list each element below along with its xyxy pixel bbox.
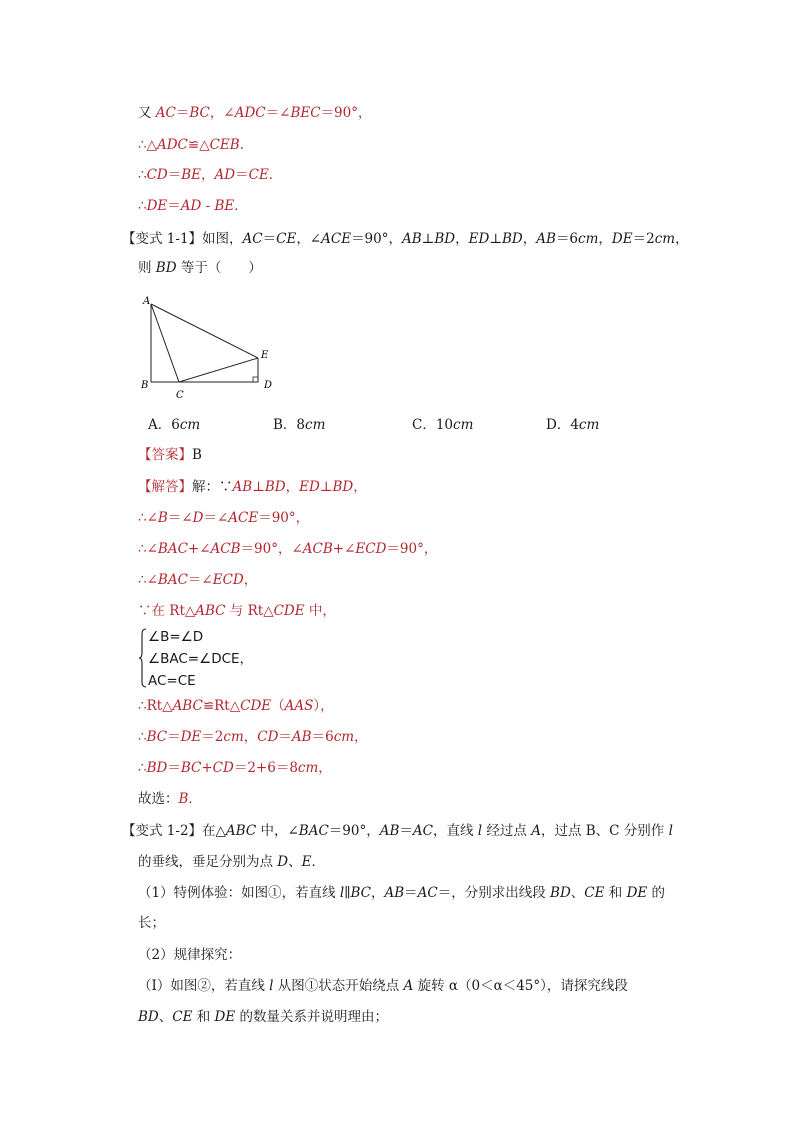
- solution-line-6: ∴Rt△ABC≌Rt△CDE（AAS），: [138, 698, 334, 714]
- option-d[interactable]: D．4cm: [546, 417, 600, 433]
- geometry-figure: [138, 290, 288, 402]
- label-b: B: [141, 380, 149, 391]
- solution-line-5: ∵在 Rt△ABC 与 Rt△CDE 中，: [138, 603, 336, 619]
- proof-line-1: 又 AC＝BC，∠ADC＝∠BEC＝90°，: [138, 105, 372, 121]
- variant-tag: 【变式 1-1】: [122, 231, 203, 247]
- system-eq-1: ∠B=∠D: [148, 629, 204, 645]
- solution-line-9: 故选：B．: [138, 791, 202, 807]
- variant-1-1-stem-2: 则 BD 等于（ ）: [138, 260, 262, 276]
- part-2-line-2: BD、CE 和 DE 的数量关系并说明理由；: [138, 1009, 389, 1025]
- option-b[interactable]: B．8cm: [273, 417, 326, 433]
- solution-tag: 【解答】: [138, 479, 192, 495]
- variant-1-1-stem: 【变式 1-1】如图，AC＝CE，∠ACE＝90°，AB⊥BD，ED⊥BD，AB＝6cm，DE＝2cm，: [122, 231, 689, 247]
- option-a[interactable]: A．6cm: [148, 417, 201, 433]
- system-eq-2: ∠BAC=∠DCE，: [148, 651, 254, 667]
- part-1-line-1: （1）特例体验：如图①，若直线 l∥BC，AB＝AC＝，分别求出线段 BD、CE 和 DE 的: [138, 885, 666, 901]
- answer-value: B: [192, 447, 202, 463]
- right-angle-marker-d: [253, 377, 258, 382]
- solution-line-1: 【解答】解：∵AB⊥BD，ED⊥BD，: [138, 479, 367, 495]
- proof-line-3: ∴CD＝BE，AD＝CE．: [138, 167, 283, 183]
- label-c: C: [176, 390, 184, 401]
- label-a: A: [143, 296, 151, 307]
- solution-line-4: ∴∠BAC＝∠ECD，: [138, 572, 258, 588]
- label-e: E: [261, 350, 269, 361]
- variant-tag: 【变式 1-2】: [122, 823, 203, 839]
- answer-tag: 【答案】: [138, 447, 192, 463]
- solution-line-7: ∴BC＝DE＝2cm，CD＝AB＝6cm，: [138, 729, 368, 745]
- answer-line: [138, 446, 202, 464]
- solution-line-2: ∴∠B＝∠D＝∠ACE＝90°，: [138, 510, 310, 526]
- system-eq-3: AC=CE: [148, 673, 196, 689]
- brace-icon: [139, 628, 147, 688]
- variant-1-2-stem-2: 的垂线，垂足分别为点 D、E．: [138, 854, 325, 870]
- proof-line-2: ∴△ADC≌△CEB．: [138, 137, 254, 153]
- variant-1-2-stem: 【变式 1-2】在△ABC 中，∠BAC＝90°，AB＝AC，直线 l 经过点 A，过点 B、C 分别作 l: [122, 823, 673, 839]
- part-1-line-2: 长；: [138, 915, 165, 931]
- option-c[interactable]: C．10cm: [412, 417, 474, 433]
- part-2-heading: （2）规律探究：: [138, 947, 242, 963]
- segment-ce: [179, 358, 258, 382]
- solution-line-3: ∴∠BAC+∠ACB＝90°，∠ACB+∠ECD＝90°，: [138, 541, 438, 557]
- solution-line-8: ∴BD＝BC+CD＝2+6＝8cm，: [138, 760, 332, 776]
- proof-line-4: ∴DE＝AD - BE．: [138, 198, 248, 214]
- label-d: D: [264, 380, 273, 391]
- part-2-line-1: （Ⅰ）如图②，若直线 l 从图①状态开始绕点 A 旋转 α（0＜α＜45°），请探究线段: [138, 978, 628, 994]
